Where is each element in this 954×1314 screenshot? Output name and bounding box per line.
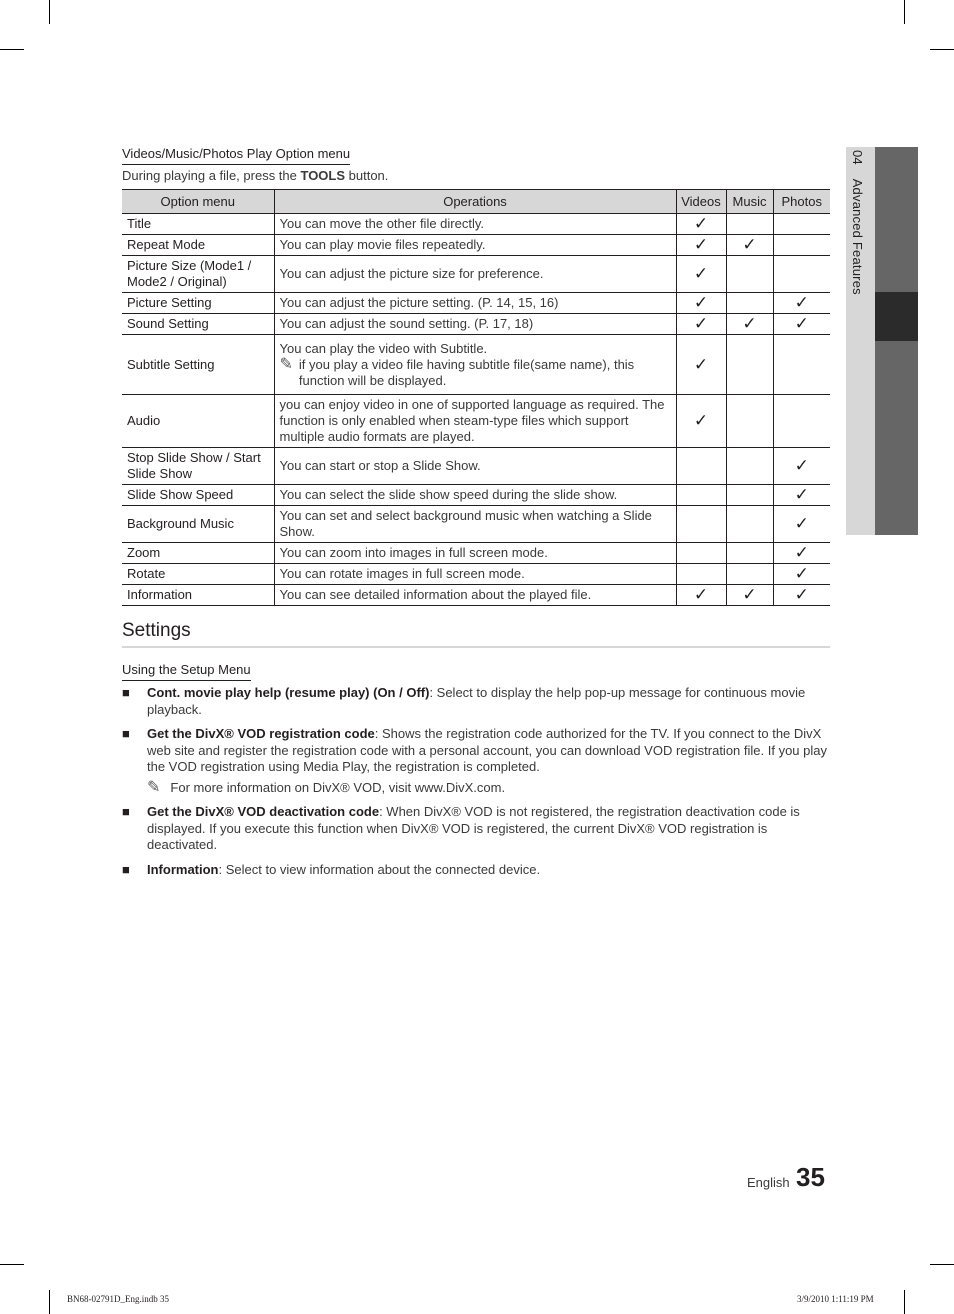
option-operation: you can enjoy video in one of supported language as required. The function is only enabled when steam-type files which support multiple audio formats are played.	[274, 395, 676, 448]
music-support-cell	[726, 448, 773, 485]
option-operation: You can adjust the picture setting. (P. 14, 15, 16)	[274, 293, 676, 314]
videos-support-cell	[676, 314, 726, 335]
table-row	[122, 293, 830, 314]
table-row	[122, 448, 830, 485]
option-operation: You can move the other file directly.	[274, 214, 676, 235]
crop-mark	[904, 0, 905, 24]
check-icon: ✓	[794, 564, 809, 583]
settings-title: Settings	[122, 620, 830, 648]
music-support-cell	[726, 256, 773, 293]
option-name: Audio	[122, 395, 274, 448]
settings-list	[122, 685, 830, 886]
crop-mark	[904, 1290, 905, 1314]
music-support-cell	[726, 314, 773, 335]
check-icon: ✓	[794, 514, 809, 533]
option-name: Subtitle Setting	[122, 335, 274, 395]
photos-support-cell	[773, 485, 830, 506]
option-name: Information	[122, 585, 274, 606]
videos-support-cell	[676, 485, 726, 506]
videos-support-cell	[676, 256, 726, 293]
settings-item-label: Get the DivX® VOD registration code	[147, 726, 375, 741]
table-row	[122, 335, 830, 395]
crop-mark	[0, 1264, 24, 1265]
setup-menu-heading: Using the Setup Menu	[122, 662, 251, 681]
option-name: Background Music	[122, 506, 274, 543]
option-operation: You can zoom into images in full screen mode.	[274, 543, 676, 564]
side-tab-label	[850, 150, 865, 295]
photos-support-cell	[773, 564, 830, 585]
settings-item-label: Information	[147, 861, 219, 877]
music-support-cell	[726, 485, 773, 506]
table-header-row	[122, 190, 830, 214]
music-support-cell	[726, 585, 773, 606]
settings-item-text: : Select to view information about the connected device.	[218, 861, 541, 877]
videos-support-cell	[676, 564, 726, 585]
table-row	[122, 214, 830, 235]
videos-support-cell	[676, 448, 726, 485]
table-row	[122, 256, 830, 293]
print-slug-date: 3/9/2010 1:11:19 PM	[797, 1294, 874, 1304]
check-icon: ✓	[693, 264, 709, 283]
photos-support-cell	[773, 235, 830, 256]
col-header-operations: Operations	[274, 190, 676, 214]
play-option-table	[122, 189, 830, 606]
videos-support-cell	[676, 506, 726, 543]
photos-support-cell	[773, 214, 830, 235]
settings-item-note: For more information on DivX® VOD, visit www.DivX.com.	[170, 779, 506, 795]
bullet-square-icon: ■	[122, 726, 130, 741]
videos-support-cell	[676, 335, 726, 395]
table-row	[122, 485, 830, 506]
bullet-square-icon: ■	[122, 685, 130, 700]
settings-item-label: Get the DivX® VOD deactivation code	[147, 804, 380, 819]
print-slug-file: BN68-02791D_Eng.indb 35	[67, 1294, 169, 1304]
check-icon: ✓	[794, 543, 809, 562]
section-heading: Videos/Music/Photos Play Option menu	[122, 146, 350, 165]
tools-key: TOOLS	[300, 168, 346, 183]
music-support-cell	[726, 235, 773, 256]
settings-item	[122, 804, 830, 854]
settings-item-label: Cont. movie play help (resume play) (On / Off)	[147, 685, 430, 700]
check-icon: ✓	[794, 485, 809, 504]
photos-support-cell	[773, 256, 830, 293]
music-support-cell	[726, 564, 773, 585]
option-name: Sound Setting	[122, 314, 274, 335]
option-name: Title	[122, 214, 274, 235]
option-name: Picture Size (Mode1 / Mode2 / Original)	[122, 256, 274, 293]
table-row	[122, 235, 830, 256]
check-icon: ✓	[742, 235, 757, 254]
check-icon: ✓	[693, 214, 709, 233]
photos-support-cell	[773, 395, 830, 448]
table-row	[122, 506, 830, 543]
check-icon: ✓	[693, 235, 709, 254]
table-row	[122, 314, 830, 335]
chapter-number: 04	[850, 150, 865, 165]
videos-support-cell	[676, 585, 726, 606]
music-support-cell	[726, 335, 773, 395]
option-operation: You can adjust the sound setting. (P. 17, 18)	[274, 314, 676, 335]
footer-language: English	[747, 1175, 790, 1190]
col-header-music: Music	[726, 190, 773, 214]
photos-support-cell	[773, 585, 830, 606]
crop-mark	[930, 1264, 954, 1265]
option-operation: You can see detailed information about the played file.	[274, 585, 676, 606]
settings-item	[122, 685, 830, 718]
crop-mark	[0, 49, 24, 50]
option-operation: You can play movie files repeatedly.	[274, 235, 676, 256]
photos-support-cell	[773, 314, 830, 335]
music-support-cell	[726, 395, 773, 448]
music-support-cell	[726, 506, 773, 543]
check-icon: ✓	[742, 314, 757, 333]
videos-support-cell	[676, 395, 726, 448]
settings-item-text: : Shows the registration code authorized for the TV. If you connect to the DivX web site and register the registration code with a personal account, you can download VOD registration file. If you play the VOD registration using Media Play, the registration is completed.	[147, 726, 827, 774]
settings-item	[122, 726, 830, 796]
side-tab-current-marker	[875, 292, 918, 341]
option-operation: You can play the video with Subtitle. ✎ if you play a video file having subtitle file(same name), this function will be displayed.	[274, 335, 676, 395]
option-operation: You can set and select background music when watching a Slide Show.	[274, 506, 676, 543]
option-operation: You can adjust the picture size for preference.	[274, 256, 676, 293]
table-row	[122, 543, 830, 564]
bullet-square-icon: ■	[122, 861, 130, 877]
music-support-cell	[726, 293, 773, 314]
option-name: Rotate	[122, 564, 274, 585]
option-name: Repeat Mode	[122, 235, 274, 256]
check-icon: ✓	[693, 314, 709, 333]
settings-item-text: : Select to display the help pop-up message for continuous movie playback.	[147, 685, 806, 717]
photos-support-cell	[773, 448, 830, 485]
music-support-cell	[726, 214, 773, 235]
check-icon: ✓	[742, 585, 757, 604]
check-icon: ✓	[794, 456, 809, 475]
option-name: Zoom	[122, 543, 274, 564]
option-operation: You can select the slide show speed during the slide show.	[274, 485, 676, 506]
note-pencil-icon: ✎	[279, 355, 293, 373]
photos-support-cell	[773, 335, 830, 395]
photos-support-cell	[773, 506, 830, 543]
option-name: Stop Slide Show / Start Slide Show	[122, 448, 274, 485]
option-name: Picture Setting	[122, 293, 274, 314]
settings-item	[122, 862, 830, 879]
settings-item-text: : When DivX® VOD is not registered, the registration deactivation code is displayed. If you execute this function when DivX® VOD is registered, the current DivX® VOD registration is deactivated.	[147, 804, 800, 852]
check-icon: ✓	[794, 585, 809, 604]
option-name: Slide Show Speed	[122, 485, 274, 506]
photos-support-cell	[773, 543, 830, 564]
note-pencil-icon: ✎	[147, 778, 161, 796]
videos-support-cell	[676, 543, 726, 564]
check-icon: ✓	[693, 585, 709, 604]
option-operation: You can start or stop a Slide Show.	[274, 448, 676, 485]
videos-support-cell	[676, 293, 726, 314]
videos-support-cell	[676, 235, 726, 256]
table-row	[122, 585, 830, 606]
chapter-title: Advanced Features	[850, 178, 865, 295]
col-header-photos: Photos	[773, 190, 830, 214]
intro-text: During playing a file, press the TOOLS button.	[122, 168, 389, 183]
crop-mark	[930, 49, 954, 50]
bullet-square-icon: ■	[122, 804, 130, 819]
photos-support-cell	[773, 293, 830, 314]
music-support-cell	[726, 543, 773, 564]
check-icon: ✓	[794, 293, 809, 312]
side-tab-strip	[875, 147, 918, 535]
option-operation: You can rotate images in full screen mode.	[274, 564, 676, 585]
crop-mark	[49, 0, 50, 24]
table-row	[122, 564, 830, 585]
page-number: 35	[796, 1162, 825, 1192]
table-row	[122, 395, 830, 448]
check-icon: ✓	[794, 314, 809, 333]
col-header-videos: Videos	[676, 190, 726, 214]
check-icon: ✓	[693, 293, 709, 312]
option-note: if you play a video file having subtitle file(same name), this function will be displayed.	[298, 356, 635, 388]
check-icon: ✓	[693, 411, 709, 430]
crop-mark	[49, 1290, 50, 1314]
videos-support-cell	[676, 214, 726, 235]
check-icon: ✓	[693, 354, 709, 374]
col-header-option: Option menu	[122, 190, 274, 214]
